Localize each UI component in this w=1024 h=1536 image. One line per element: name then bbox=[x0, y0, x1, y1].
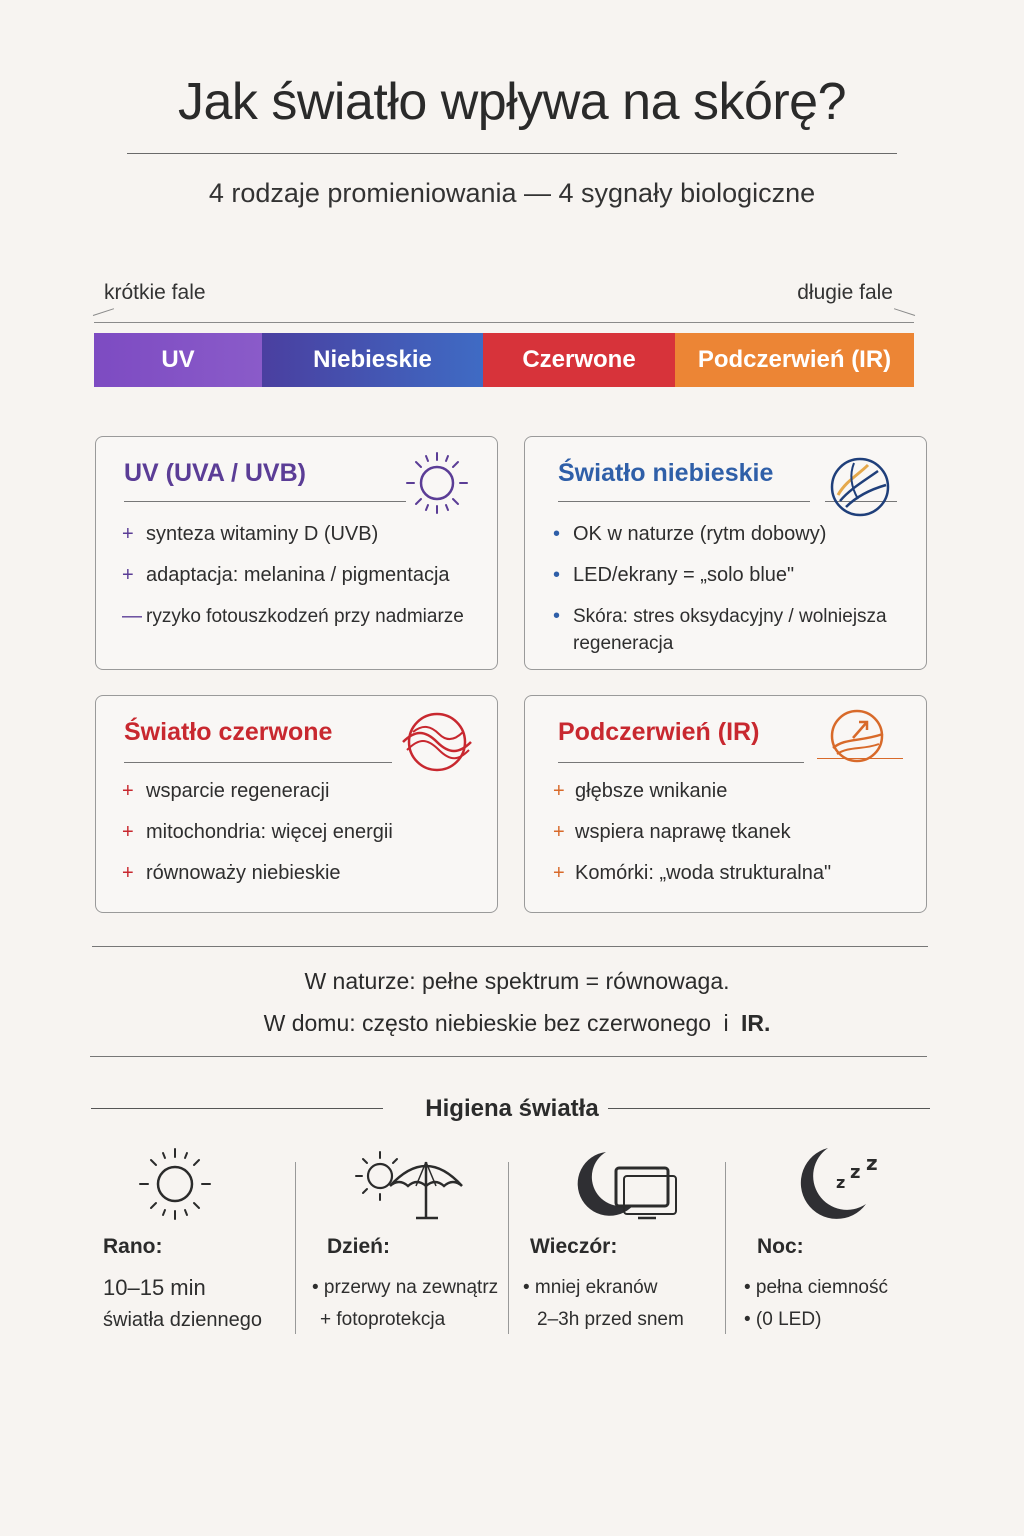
hygiene-evening-text: • mniej ekranów 2–3h przed snem bbox=[523, 1277, 684, 1330]
hygiene-divider-right bbox=[608, 1108, 930, 1109]
bullet-icon: • bbox=[553, 523, 561, 545]
plus-icon: + bbox=[122, 821, 134, 843]
card-red-title: Światło czerwone bbox=[124, 718, 333, 746]
page-subtitle: 4 rodzaje promieniowania — 4 sygnały biologiczne bbox=[208, 178, 816, 208]
hygiene-day-text: • przerwy na zewnątrz + fotoprotekcja bbox=[312, 1277, 499, 1330]
list-item: • OK w naturze (rytm dobowy) bbox=[553, 521, 903, 548]
spectrum-bar bbox=[94, 333, 914, 387]
spectrum-segment-uv: UV bbox=[94, 333, 262, 387]
list-item: + synteza witaminy D (UVB) bbox=[122, 521, 482, 548]
hygiene-night-head: Noc: bbox=[757, 1235, 804, 1258]
moon-screen-icon bbox=[570, 1148, 678, 1227]
list-item: + wsparcie regeneracji bbox=[122, 778, 482, 805]
svg-text:z: z bbox=[850, 1162, 861, 1183]
card-uv-list bbox=[122, 521, 482, 644]
card-ir bbox=[524, 695, 927, 913]
card-blue bbox=[524, 436, 927, 670]
plus-icon: + bbox=[122, 564, 134, 586]
list-item: + Komórki: „woda strukturalna" bbox=[553, 860, 913, 887]
column-divider bbox=[508, 1162, 509, 1334]
plus-icon: + bbox=[553, 821, 565, 843]
title-divider bbox=[127, 153, 897, 154]
wavelength-arrow-left bbox=[93, 308, 114, 316]
card-red-divider bbox=[124, 762, 392, 763]
card-ir-list bbox=[553, 778, 913, 901]
moon-sleep-icon bbox=[788, 1140, 888, 1229]
spectrum-segment-ir: Podczerwień (IR) bbox=[675, 333, 914, 387]
plus-icon: + bbox=[122, 780, 134, 802]
hygiene-evening-head: Wieczór: bbox=[530, 1235, 618, 1258]
red-wave-circle-icon bbox=[401, 708, 473, 781]
note-home-and: i bbox=[723, 1010, 729, 1036]
card-blue-divider bbox=[558, 501, 810, 502]
note-home-ir: IR. bbox=[740, 1010, 771, 1036]
card-ir-title: Podczerwień (IR) bbox=[558, 718, 760, 746]
note-home bbox=[0, 1010, 1024, 1037]
notes-top-divider bbox=[92, 946, 928, 947]
svg-text:z: z bbox=[836, 1173, 846, 1192]
list-item: + wspiera naprawę tkanek bbox=[553, 819, 913, 846]
list-item: • LED/ekrany = „solo blue" bbox=[553, 562, 903, 589]
card-ir-divider bbox=[558, 762, 804, 763]
list-item: + mitochondria: więcej energii bbox=[122, 819, 482, 846]
card-uv-title: UV (UVA / UVB) bbox=[124, 459, 306, 487]
column-divider bbox=[725, 1162, 726, 1334]
sun-umbrella-icon bbox=[350, 1148, 468, 1227]
hygiene-night-text: • pełna ciemność • (0 LED) bbox=[744, 1277, 888, 1330]
hygiene-morning-head: Rano: bbox=[103, 1235, 163, 1258]
plus-icon: + bbox=[122, 862, 134, 884]
card-blue-list bbox=[553, 521, 903, 671]
ir-penetration-icon bbox=[823, 708, 893, 773]
card-red bbox=[95, 695, 498, 913]
card-uv bbox=[95, 436, 498, 670]
blue-wave-circle-icon bbox=[828, 455, 892, 524]
note-nature: W naturze: pełne spektrum = równowaga. bbox=[304, 968, 730, 994]
spectrum-segment-red: Czerwone bbox=[483, 333, 675, 387]
column-divider bbox=[295, 1162, 296, 1334]
card-red-list bbox=[122, 778, 482, 901]
card-blue-title: Światło niebieskie bbox=[558, 459, 774, 487]
notes-bottom-divider bbox=[90, 1056, 927, 1057]
note-home-main: W domu: często niebieskie bez czerwonego bbox=[263, 1010, 712, 1036]
list-item: + adaptacja: melanina / pigmentacja bbox=[122, 562, 482, 589]
short-waves-label: krótkie fale bbox=[104, 281, 206, 304]
minus-icon: — bbox=[122, 605, 142, 627]
hygiene-morning-text: 10–15 min światła dziennego bbox=[103, 1275, 262, 1331]
plus-icon: + bbox=[553, 780, 565, 802]
bullet-icon: • bbox=[553, 564, 561, 586]
hygiene-day-head: Dzień: bbox=[327, 1235, 390, 1258]
spectrum-segment-blue: Niebieskie bbox=[262, 333, 483, 387]
card-uv-divider bbox=[124, 501, 406, 502]
plus-icon: + bbox=[122, 523, 134, 545]
list-item: — ryzyko fotouszkodzeń przy nadmiarze bbox=[122, 603, 482, 630]
list-item: + równoważy niebieskie bbox=[122, 860, 482, 887]
svg-text:z: z bbox=[866, 1151, 878, 1175]
list-item: + głębsze wnikanie bbox=[553, 778, 913, 805]
long-waves-label: długie fale bbox=[797, 281, 893, 304]
wavelength-arrow-right bbox=[894, 308, 915, 316]
list-item: • Skóra: stres oksydacyjny / wolniejsza regeneracja bbox=[553, 605, 887, 654]
hygiene-title: Higiena światła bbox=[425, 1095, 599, 1122]
plus-icon: + bbox=[553, 862, 565, 884]
bullet-icon: • bbox=[553, 605, 561, 627]
sun-icon bbox=[401, 447, 473, 524]
sun-icon bbox=[136, 1145, 214, 1228]
page-title: Jak światło wpływa na skórę? bbox=[177, 73, 847, 131]
wavelength-axis bbox=[94, 322, 914, 323]
